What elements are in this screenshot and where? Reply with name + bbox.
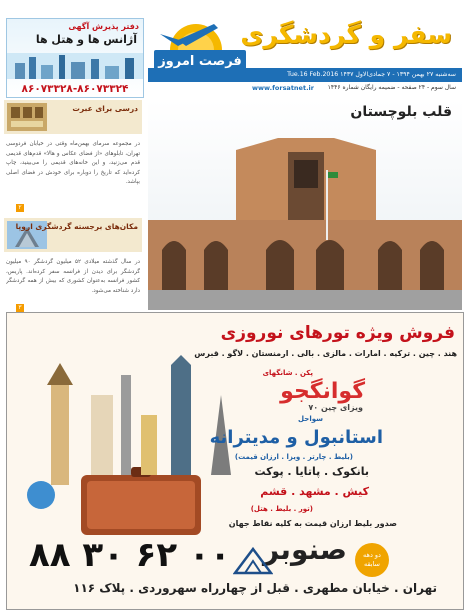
side-story-2-text: در سال گذشته میلادی ۵۲ میلیون گردشگر ۹۰ میلیون گردشگر برای دیدن از فرانسه سفر کرده‌اند. پاریس، کشور فرانسه به‌عنوان کشوری که بیش از همه گردشگر دارد شناخته می‌شود.: [6, 259, 140, 294]
ad-istanbul-inclusions: (بلیط . چارتر . ویزا . ارزان قیمت): [234, 453, 353, 461]
baluchestan-building-photo: [148, 100, 462, 310]
website-link[interactable]: www.forsatnet.ir: [252, 84, 314, 92]
side-story-2-caption: مکان‌های برجسته گردشگری اروپا: [15, 222, 138, 231]
nowruz-tours-ad[interactable]: [6, 312, 464, 610]
feature-headline: قلب بلوچستان: [350, 104, 452, 120]
sidebar-column: [4, 100, 142, 310]
ad-guangzhou-prefix: پکن . شانگهای: [262, 369, 313, 377]
ad-box-phones: ۸۶۰۷۳۳۲۸-۸۶۰۷۳۳۲۴: [21, 83, 129, 95]
experience-badge: دو دهه سابقه: [355, 543, 389, 577]
ad-domestic-destinations: کیش . مشهد . قشم: [260, 485, 369, 498]
side-story-1-header[interactable]: [4, 100, 142, 134]
issue-info: سال سوم - ۲۴ صفحه - ضمیمه رایگان شماره ۱۴۴۶: [327, 84, 456, 91]
ad-istanbul: استانبول و مدیترانه: [209, 427, 383, 448]
ad-guangzhou: گوانگجو: [280, 379, 365, 404]
ad-destinations: هند . چین . ترکیه . امارات . مالزی . بالی . ارمنستان . لاگو . قبرس: [194, 349, 457, 358]
newspaper-brand: فرصت امروز: [154, 50, 246, 74]
ad-ticket-line: صدور بلیط ارزان قیمت به کلیه نقاط جهان: [228, 519, 397, 528]
ad-headline: فروش ویژه تورهای نوروزی: [220, 323, 455, 343]
agency-ad-box[interactable]: [6, 18, 144, 98]
story-1-thumbnail: [7, 103, 47, 131]
masthead: [148, 6, 462, 98]
side-story-2-marker: ۳: [16, 304, 24, 312]
agency-address: تهران . خیابان مطهری . قبل از چهارراه سهروردی . پلاک ۱۱۶: [73, 581, 437, 595]
mountain-logo-icon: [233, 545, 273, 575]
issue-date: سه‌شنبه ۲۷ بهمن ۱۳۹۴ - ۷ جمادی‌الاول ۱۴۳۷ Tue.16 Feb.2016: [287, 71, 456, 78]
agency-name: صنوبر: [263, 533, 347, 566]
city-skyline-illustration: [7, 53, 143, 79]
ad-domestic-services: (تور . بلیط . هتل): [250, 505, 313, 513]
ad-box-title-small: دفتر پذیرش آگهی: [68, 22, 139, 31]
supplement-title: سفر و گردشگری: [240, 20, 452, 49]
ad-box-title-large: آژانس ها و هتل ها: [35, 33, 137, 46]
feature-article[interactable]: [148, 100, 462, 310]
agency-phone[interactable]: ۸۸ ۳۰ ۶۲ ۰۰: [29, 535, 231, 575]
side-story-1-text: در مجموعه سرمای بهمن‌ماه وقتی در خیابان فردوسی تهران، تابلوهای «از فضای عکاس و هالا» قدم‌های قدیمی قدم می‌زنید، و این خانه‌های قدیمی را می‌بینید، چاپ کرده‌اید که تاریخ را دوباره برای خودش در فضای اصلی بپاشد.: [6, 141, 140, 185]
ad-china-visa: ویزای چین ۷۰: [308, 403, 363, 412]
ad-thailand-destinations: بانکوک . پاتایا . پوکت: [254, 465, 369, 478]
side-story-1-caption: درسی برای عبرت: [72, 104, 138, 113]
side-story-1-marker: ۲: [16, 204, 24, 212]
ad-istanbul-prefix: سواحل: [298, 415, 323, 423]
side-story-2-header[interactable]: [4, 218, 142, 252]
